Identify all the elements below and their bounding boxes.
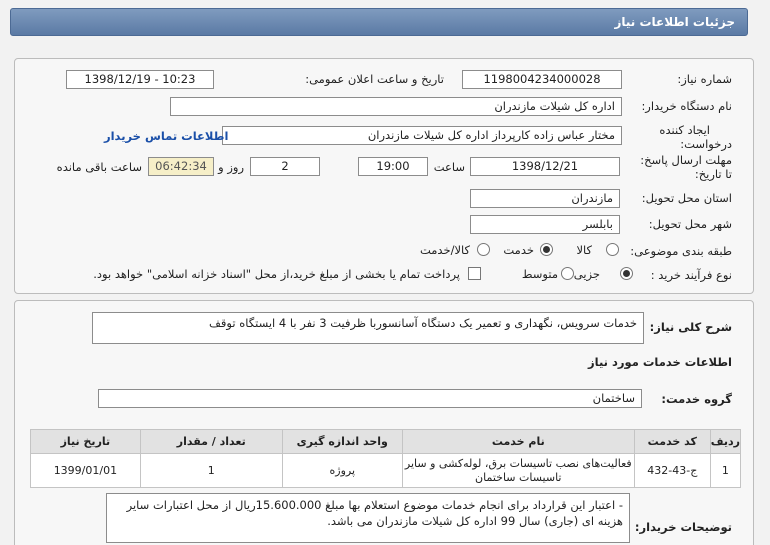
cell-row: 1 <box>710 454 740 488</box>
announce-label: تاریخ و ساعت اعلان عمومی: <box>305 72 444 86</box>
need-number-field: 1198004234000028 <box>462 70 622 89</box>
creator-label-line2: درخواست: <box>680 137 732 151</box>
cell-date: 1399/01/01 <box>31 454 141 488</box>
category-option-goods: کالا <box>576 243 592 257</box>
deadline-date-field: 1398/12/21 <box>470 157 620 176</box>
services-section-title: اطلاعات خدمات مورد نیاز <box>588 355 732 369</box>
summary-label: شرح کلی نیاز: <box>649 320 732 334</box>
process-option-medium: متوسط <box>521 267 558 281</box>
page-header <box>10 8 748 36</box>
days-label: روز و <box>218 160 244 174</box>
category-radio-service[interactable] <box>540 243 553 256</box>
category-option-goods-service: کالا/خدمت <box>419 243 470 257</box>
summary-field: خدمات سرویس، نگهداری و تعمیر یک دستگاه آسانسوربا ظرفیت 3 نفر با 4 ایستگاه توقف <box>92 312 644 344</box>
province-label: استان محل تحویل: <box>641 191 732 205</box>
category-option-service: خدمت <box>503 243 534 257</box>
process-radio-medium[interactable] <box>561 267 574 280</box>
creator-field: مختار عباس زاده کارپرداز اداره کل شیلات مازندران <box>222 126 622 145</box>
time-label: ساعت <box>433 160 465 174</box>
remaining-label: ساعت باقی مانده <box>56 160 142 174</box>
process-radio-minor[interactable] <box>620 267 633 280</box>
col-header-name: نام خدمت <box>402 430 634 454</box>
buyer-notes-label: توضیحات خریدار: <box>634 520 732 534</box>
services-table <box>30 429 741 488</box>
city-field: بابلسر <box>470 215 620 234</box>
buyer-label: نام دستگاه خریدار: <box>641 99 732 113</box>
announce-field: 1398/12/19 - 10:23 <box>66 70 214 89</box>
buyer-contact-link[interactable]: اطلاعات تماس خریدار <box>104 129 229 143</box>
col-header-unit: واحد اندازه گیری <box>282 430 402 454</box>
cell-code: ج-43-432 <box>634 454 710 488</box>
treasury-payment-note: پرداخت تمام یا بخشی از مبلغ خرید،از محل "اسناد خزانه اسلامی" خواهد بود. <box>93 267 460 281</box>
creator-label-line1: ایجاد کننده <box>659 123 710 137</box>
deadline-time-field: 19:00 <box>358 157 428 176</box>
category-radio-goods-service[interactable] <box>477 243 490 256</box>
buyer-field: اداره کل شیلات مازندران <box>170 97 622 116</box>
cell-name <box>402 454 634 488</box>
need-number-label: شماره نیاز: <box>677 72 732 86</box>
cell-unit: پروژه <box>282 454 402 488</box>
need-info-panel <box>14 58 754 294</box>
service-group-label: گروه خدمت: <box>661 392 732 406</box>
deadline-label-line2: تا تاریخ: <box>694 167 732 181</box>
process-label: نوع فرآیند خرید : <box>650 268 732 282</box>
treasury-payment-checkbox[interactable] <box>468 267 481 280</box>
col-header-code: کد خدمت <box>634 430 710 454</box>
cell-name-line2: تاسیسات ساختمان <box>475 470 562 484</box>
process-option-minor: جزیی <box>573 267 600 281</box>
col-header-date: تاریخ نیاز <box>31 430 141 454</box>
category-label: طبقه بندی موضوعی: <box>630 244 732 258</box>
table-row <box>31 454 741 488</box>
days-field: 2 <box>250 157 320 176</box>
col-header-qty: تعداد / مقدار <box>140 430 282 454</box>
cell-name-line1: فعالیت‌های نصب تاسیسات برق، لوله‌کشی و سایر <box>404 456 632 470</box>
page-title: جزئیات اطلاعات نیاز <box>614 15 735 29</box>
category-radio-goods[interactable] <box>606 243 619 256</box>
remaining-time-field: 06:42:34 <box>148 157 214 176</box>
buyer-notes-field: - اعتبار این قرارداد برای انجام خدمات موضوع استعلام بها مبلغ 15.600.000ریال از محل اعتبارات سایر هزینه ای (جاری) سال 99 اداره کل شیلات مازندران می باشد. <box>106 493 630 543</box>
deadline-label-line1: مهلت ارسال پاسخ: <box>640 153 732 167</box>
cell-qty: 1 <box>140 454 282 488</box>
service-group-field: ساختمان <box>98 389 642 408</box>
col-header-row: ردیف <box>710 430 740 454</box>
province-field: مازندران <box>470 189 620 208</box>
city-label: شهر محل تحویل: <box>648 217 732 231</box>
